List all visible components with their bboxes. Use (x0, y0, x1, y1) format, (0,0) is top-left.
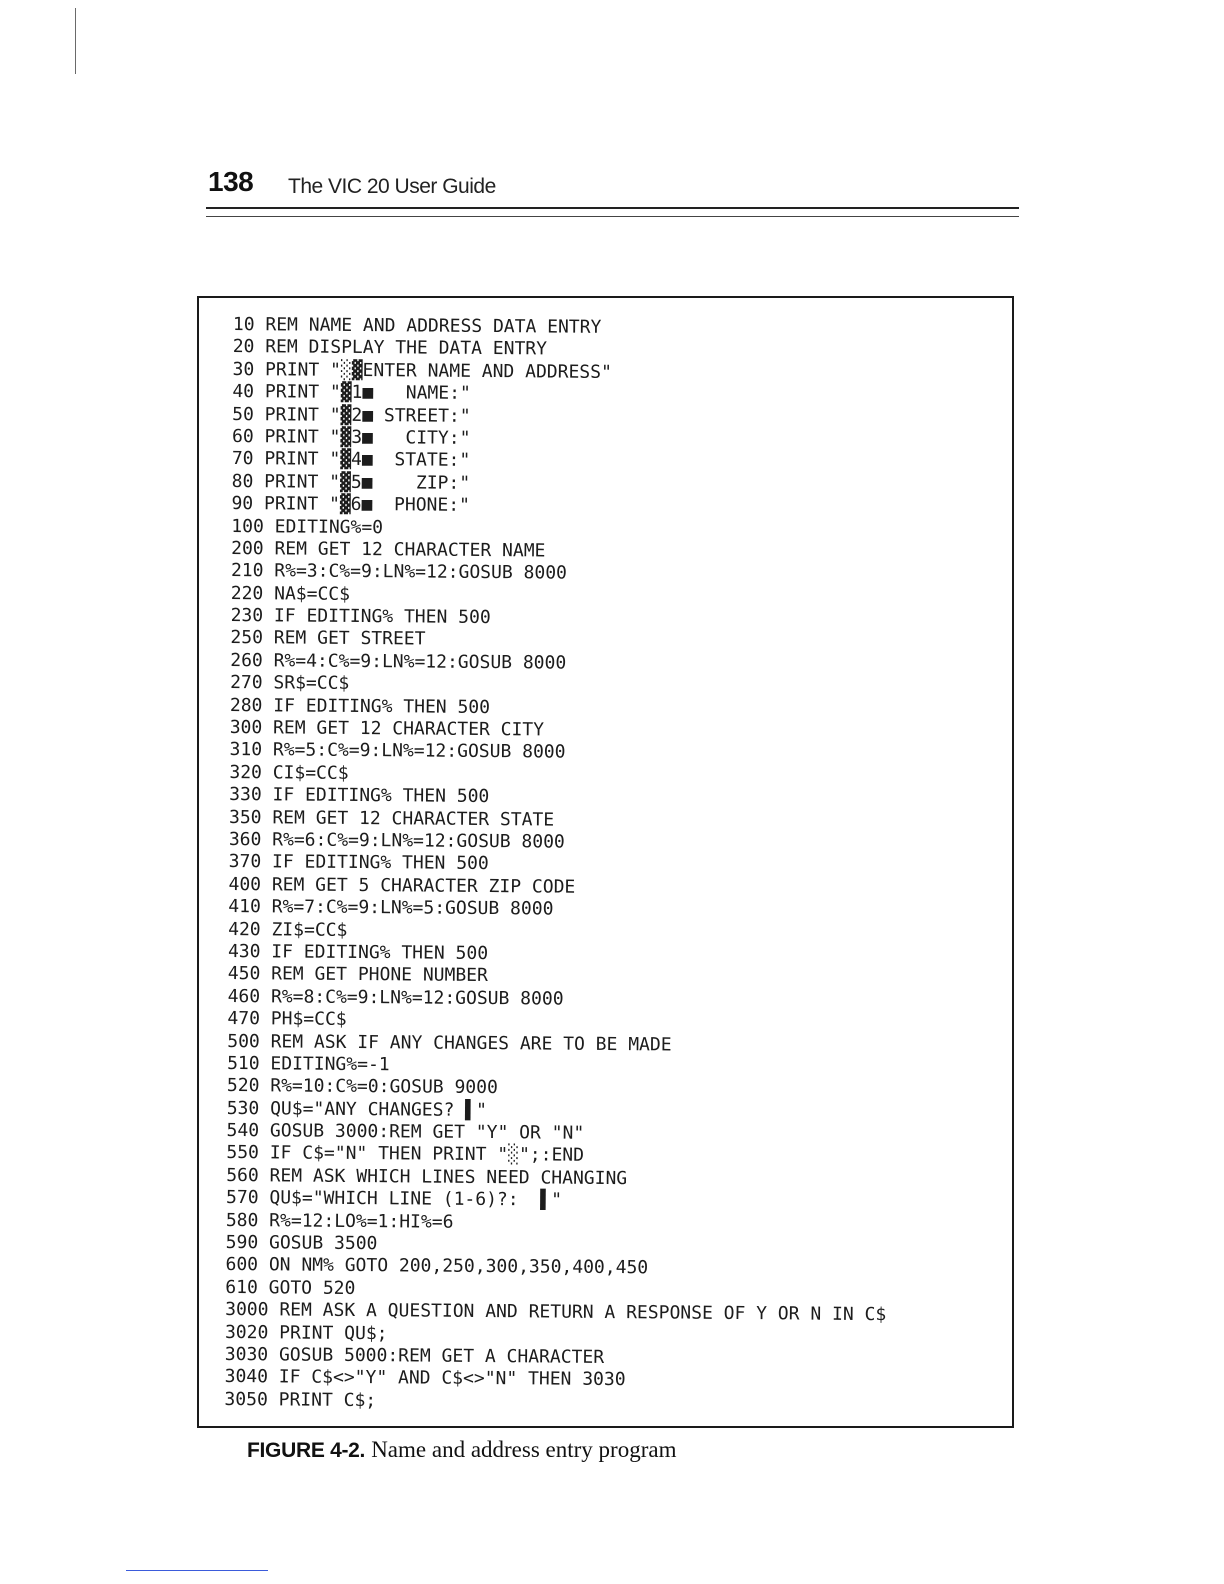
code-line: 370 IF EDITING% THEN 500 (228, 851, 489, 875)
code-line: 10 REM NAME AND ADDRESS DATA ENTRY (232, 314, 602, 338)
code-line: 310 R%=5:C%=9:LN%=12:GOSUB 8000 (229, 739, 566, 764)
figure-caption-text: Name and address entry program (371, 1437, 677, 1462)
code-line: 530 QU$="ANY CHANGES? ▌" (226, 1097, 487, 1121)
code-line: 510 EDITING%=-1 (227, 1052, 390, 1076)
code-line: 280 IF EDITING% THEN 500 (229, 694, 491, 718)
figure-label: FIGURE 4-2. (247, 1439, 366, 1462)
header-rule-thick (206, 207, 1019, 209)
code-line: 20 REM DISPLAY THE DATA ENTRY (232, 336, 548, 360)
code-line: 560 REM ASK WHICH LINES NEED CHANGING (226, 1164, 628, 1189)
code-line: 3000 REM ASK A QUESTION AND RETURN A RESPONSE OF Y OR N IN C$ (225, 1299, 887, 1326)
scan-bottom-mark (126, 1570, 268, 1571)
code-line: 90 PRINT "▓6■ PHONE:" (231, 493, 471, 516)
code-line: 520 R%=10:C%=0:GOSUB 9000 (226, 1075, 498, 1099)
code-line: 230 IF EDITING% THEN 500 (230, 605, 491, 629)
code-line: 260 R%=4:C%=9:LN%=12:GOSUB 8000 (230, 649, 567, 674)
code-line: 3050 PRINT C$; (224, 1388, 377, 1411)
code-line: 420 ZI$=CC$ (228, 918, 348, 941)
code-line: 250 REM GET STREET (230, 627, 426, 650)
code-line: 70 PRINT "▓4■ STATE:" (231, 448, 471, 472)
code-line: 600 ON NM% GOTO 200,250,300,350,400,450 (225, 1254, 649, 1279)
code-line: 610 GOTO 520 (225, 1276, 356, 1299)
code-line: 3020 PRINT QU$; (224, 1321, 388, 1344)
code-line: 320 CI$=CC$ (229, 761, 349, 784)
program-listing (224, 314, 894, 1416)
code-line: 60 PRINT "▓3■ CITY:" (231, 425, 471, 449)
code-line: 550 IF C$="N" THEN PRINT "░";:END (226, 1142, 585, 1167)
code-line: 40 PRINT "▓1■ NAME:" (232, 381, 471, 405)
code-line: 3030 GOSUB 5000:REM GET A CHARACTER (224, 1343, 605, 1368)
code-line: 430 IF EDITING% THEN 500 (227, 940, 489, 964)
code-line: 450 REM GET PHONE NUMBER (227, 963, 488, 987)
code-line: 210 R%=3:C%=9:LN%=12:GOSUB 8000 (230, 560, 568, 584)
figure-caption (247, 1437, 676, 1463)
code-line: 400 REM GET 5 CHARACTER ZIP CODE (228, 873, 576, 898)
code-line: 460 R%=8:C%=9:LN%=12:GOSUB 8000 (227, 985, 564, 1010)
running-title: The VIC 20 User Guide (288, 175, 496, 198)
code-line: 50 PRINT "▓2■ STREET:" (232, 403, 471, 427)
code-line: 3040 IF C$<>"Y" AND C$<>"N" THEN 3030 (224, 1366, 626, 1391)
code-line: 360 R%=6:C%=9:LN%=12:GOSUB 8000 (228, 828, 565, 853)
code-line: 580 R%=12:LO%=1:HI%=6 (225, 1209, 454, 1233)
code-line: 350 REM GET 12 CHARACTER STATE (228, 806, 555, 831)
code-line: 300 REM GET 12 CHARACTER CITY (229, 717, 545, 741)
code-line: 80 PRINT "▓5■ ZIP:" (231, 470, 471, 494)
code-line: 410 R%=7:C%=9:LN%=5:GOSUB 8000 (228, 896, 554, 920)
scan-edge-mark (75, 8, 76, 74)
page-number: 138 (208, 166, 254, 197)
code-line: 100 EDITING%=0 (231, 515, 384, 538)
code-line: 590 GOSUB 3500 (225, 1231, 378, 1255)
code-line: 220 NA$=CC$ (230, 582, 351, 605)
code-line: 30 PRINT "░▓ENTER NAME AND ADDRESS" (232, 358, 612, 383)
program-listing-box (197, 296, 1014, 1428)
code-line: 330 IF EDITING% THEN 500 (229, 784, 490, 808)
code-line: 200 REM GET 12 CHARACTER NAME (231, 537, 546, 562)
code-line: 270 SR$=CC$ (230, 672, 350, 695)
code-line: 500 REM ASK IF ANY CHANGES ARE TO BE MADE (227, 1030, 672, 1055)
code-line: 540 GOSUB 3000:REM GET "Y" OR "N" (226, 1120, 585, 1144)
header-rule-thin (206, 216, 1019, 217)
code-line: 470 PH$=CC$ (227, 1008, 347, 1031)
code-line: 570 QU$="WHICH LINE (1-6)?: ▌" (225, 1187, 563, 1211)
